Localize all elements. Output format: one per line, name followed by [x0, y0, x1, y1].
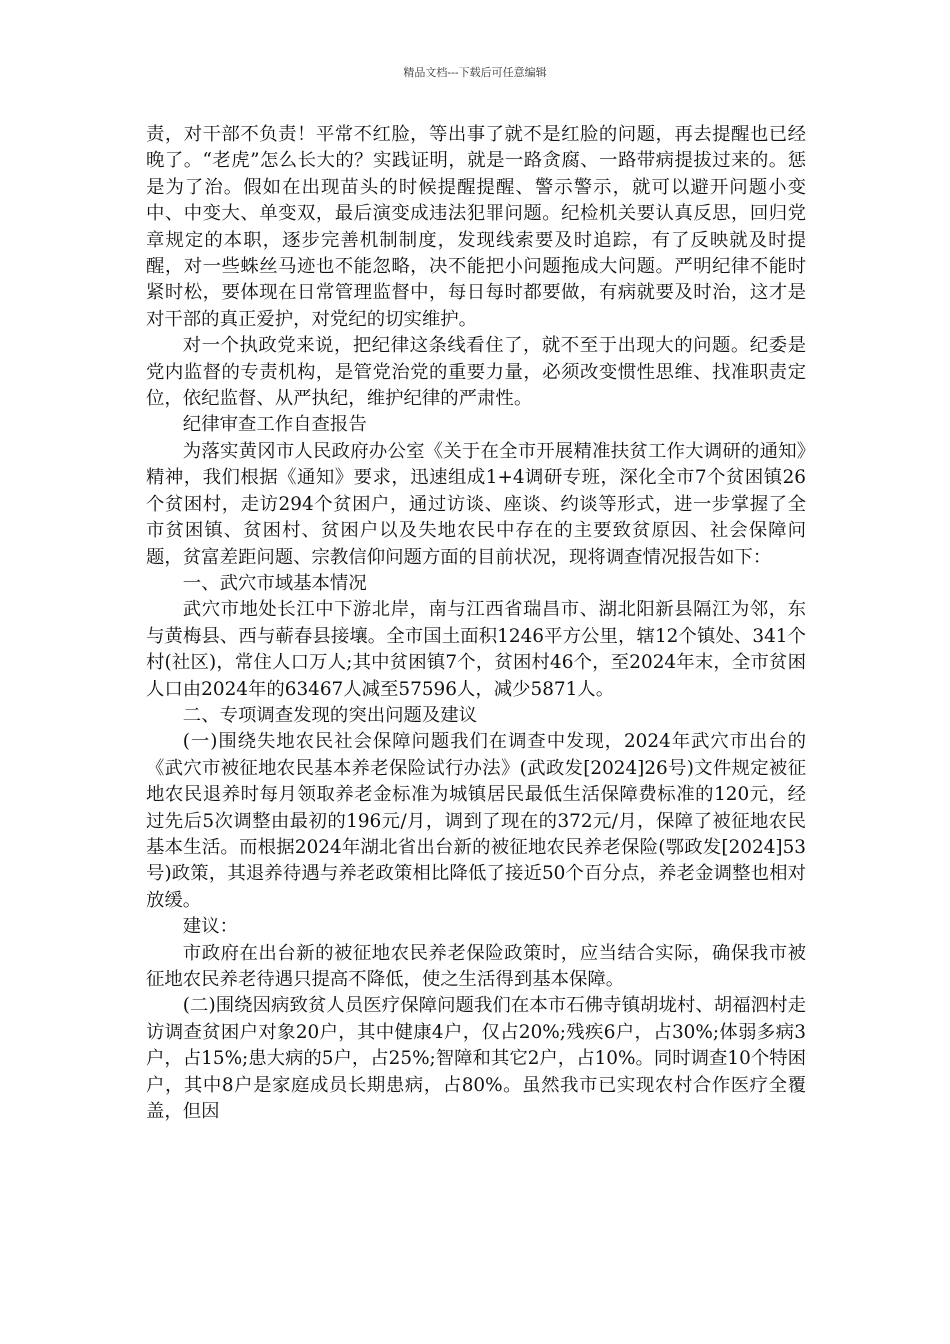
- paragraph: 为落实黄冈市人民政府办公室《关于在全市开展精准扶贫工作大调研的通知》精神，我们根据《通知》要求，迅速组成1+4调研专班，深化全市7个贫困镇26个贫困村，走访294个贫困户，通过访谈、座谈、约谈等形式，进一步掌握了全市贫困镇、贫困村、贫困户以及失地农民中存在的主要致贫原因、社会保障问题，贫富差距问题、宗教信仰问题方面的目前状况，现将调查情况报告如下：: [146, 440, 806, 568]
- page-header: 精品文档---下载后可任意编辑: [403, 66, 547, 79]
- paragraph: 责，对干部不负责！平常不红脸，等出事了就不是红脸的问题，再去提醒也已经晚了。“老虎”怎么长大的？实践证明，就是一路贪腐、一路带病提拔过来的。惩是为了治。假如在出现苗头的时候提醒提醒、警示警示，就可以避开问题小变中、中变大、单变双，最后演变成违法犯罪问题。纪检机关要认真反思，回归党章规定的本职，逐步完善机制制度，发现线索要及时追踪，有了反映就及时提醒，对一些蛛丝马迹也不能忽略，决不能把小问题拖成大问题。严明纪律不能时紧时松，要体现在日常管理监督中，每日每时都要做，有病就要及时治，这才是对干部的真正爱护，对党纪的切实维护。: [146, 124, 806, 330]
- paragraph: (一)围绕失地农民社会保障问题我们在调查中发现，2024年武穴市出台的《武穴市被征地农民基本养老保险试行办法》(武政发[2024]26号)文件规定被征地农民退养时每月领取养老金标准为城镇居民最低生活保障费标准的120元，经过先后5次调整由最初的196元/月，调到了现在的372元/月，保障了被征地农民基本生活。而根据2024年湖北省出台新的被征地农民养老保险(鄂政发[2024]53号)政策，其退养待遇与养老政策相比降低了接近50个百分点，养老金调整也相对放缓。: [146, 731, 806, 911]
- section-heading: 一、武穴市域基本情况: [182, 572, 367, 594]
- paragraph: 对一个执政党来说，把纪律这条线看住了，就不至于出现大的问题。纪委是党内监督的专责机构，是管党治党的重要力量，必须改变惯性思维、找准职责定位，依纪监督、从严执纪，维护纪律的严肃性。: [146, 335, 806, 410]
- section-title: 纪律审查工作自查报告: [182, 414, 367, 436]
- paragraph: 市政府在出台新的被征地农民养老保险政策时，应当结合实际，确保我市被征地农民养老待遇只提高不降低，使之生活得到基本保障。: [146, 942, 806, 990]
- document-body: [146, 122, 806, 1125]
- paragraph: 建议：: [182, 916, 238, 938]
- paragraph: 武穴市地处长江中下游北岸，南与江西省瑞昌市、湖北阳新县隔江为邻，东与黄梅县、西与蕲春县接壤。全市国土面积1246平方公里，辖12个镇处、341个村(社区)，常住人口万人;其中贫困镇7个，贫困村46个，至2024年末，全市贫困人口由2024年的63467人减至57596人，减少5871人。: [146, 599, 806, 700]
- section-heading: 二、专项调查发现的突出问题及建议: [182, 704, 478, 726]
- paragraph: (二)围绕因病致贫人员医疗保障问题我们在本市石佛寺镇胡垅村、胡福泗村走访调查贫困户对象20户，其中健康4户，仅占20%;残疾6户，占30%;体弱多病3户，占15%;患大病的5户，占25%;智障和其它2户，占10%。同时调查10个特困户，其中8户是家庭成员长期患病，占80%。虽然我市已实现农村合作医疗全覆盖，但因: [146, 995, 806, 1123]
